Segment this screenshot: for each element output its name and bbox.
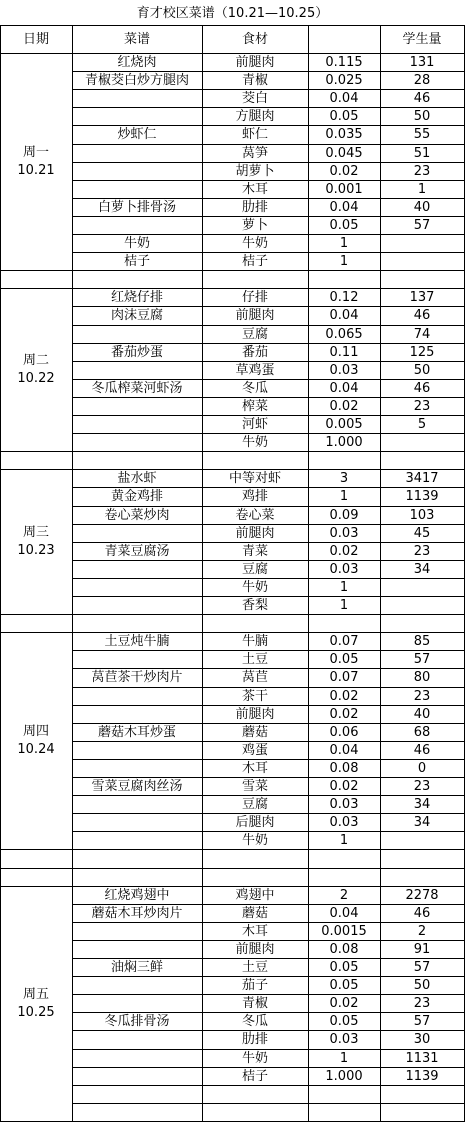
students-cell — [380, 452, 464, 469]
amount-cell: 0.005 — [325, 416, 363, 432]
dish-cell — [72, 326, 202, 343]
students-cell: 0 — [417, 760, 427, 776]
day-label — [0, 54, 72, 270]
students-cell: 57 — [413, 959, 431, 975]
dish-cell — [72, 362, 202, 379]
ingredient-cell: 前腿肉 — [235, 941, 275, 957]
amount-cell — [308, 452, 380, 469]
students-cell — [380, 869, 464, 886]
day-name: 周四 — [22, 724, 49, 739]
dish-cell — [72, 597, 202, 614]
ingredient-cell — [202, 869, 308, 886]
ingredient-cell: 虾仁 — [241, 127, 268, 142]
dish-cell — [72, 163, 202, 180]
ingredient-cell: 蘑菇 — [241, 724, 268, 740]
students-cell: 23 — [413, 163, 431, 179]
dish-cell — [72, 561, 202, 578]
amount-cell: 0.04 — [329, 199, 359, 215]
students-cell: 40 — [413, 706, 431, 722]
dish-cell: 青菜豆腐汤 — [104, 543, 170, 559]
students-cell: 23 — [413, 398, 431, 414]
dish-cell — [72, 760, 202, 777]
amount-cell: 0.02 — [329, 398, 359, 414]
dish-cell — [72, 579, 202, 596]
ingredient-cell: 中等对虾 — [228, 470, 281, 486]
dish-cell — [72, 814, 202, 831]
ingredient-cell: 土豆 — [241, 959, 268, 975]
day-label — [0, 289, 72, 451]
students-cell: 91 — [413, 941, 431, 957]
ingredient-cell: 香梨 — [241, 597, 268, 613]
dish-cell: 油焖三鲜 — [110, 959, 163, 975]
ingredient-cell: 草鸡蛋 — [235, 362, 275, 378]
ingredient-cell — [202, 850, 308, 868]
amount-cell: 0.03 — [329, 814, 359, 830]
ingredient-cell — [202, 1086, 308, 1103]
dish-cell — [72, 398, 202, 415]
ingredient-cell: 牛腩 — [241, 633, 268, 649]
amount-cell: 3 — [339, 470, 349, 486]
students-cell: 1139 — [405, 1068, 439, 1084]
students-cell — [380, 615, 464, 632]
ingredient-cell: 茄子 — [241, 977, 268, 993]
ingredient-cell: 牛奶 — [241, 434, 268, 450]
students-cell: 74 — [413, 326, 431, 342]
dish-cell — [72, 977, 202, 994]
amount-cell: 0.115 — [325, 54, 363, 70]
dish-cell — [72, 1050, 202, 1067]
dish-cell — [72, 995, 202, 1012]
amount-cell: 0.09 — [329, 507, 359, 523]
dish-cell: 红烧仔排 — [110, 289, 163, 305]
ingredient-cell — [202, 615, 308, 632]
students-cell: 1131 — [405, 1050, 439, 1066]
students-cell — [380, 1086, 464, 1103]
day-border — [0, 451, 72, 452]
day-date: 10.25 — [17, 1005, 55, 1020]
ingredient-cell — [202, 452, 308, 469]
ingredient-cell: 豆腐 — [241, 796, 268, 812]
students-cell: 68 — [413, 724, 431, 740]
students-cell: 30 — [413, 1032, 431, 1047]
dish-cell — [72, 108, 202, 125]
ingredient-cell: 冬瓜 — [241, 380, 268, 396]
dish-cell — [72, 271, 202, 288]
students-cell: 137 — [409, 289, 435, 305]
day-border — [0, 270, 72, 271]
ingredient-cell: 鸡蛋 — [241, 742, 268, 758]
day-name: 周三 — [22, 525, 49, 540]
amount-cell: 0.07 — [329, 633, 359, 649]
dish-cell: 红烧肉 — [117, 54, 157, 70]
students-cell: 103 — [409, 507, 435, 523]
amount-cell: 0.04 — [329, 742, 359, 758]
amount-cell — [308, 869, 380, 886]
amount-cell: 0.06 — [329, 724, 359, 740]
ingredient-cell: 牛奶 — [241, 832, 268, 848]
dish-cell: 雪菜豆腐肉丝汤 — [91, 778, 183, 794]
sheet-title: 育才校区菜谱（10.21—10.25） — [136, 6, 329, 21]
students-cell: 57 — [413, 1013, 431, 1029]
students-cell — [380, 253, 464, 270]
ingredient-cell: 蘑菇 — [241, 905, 268, 921]
students-cell: 5 — [417, 416, 427, 432]
students-cell: 2278 — [405, 887, 439, 903]
ingredient-cell: 莴笋 — [241, 145, 268, 161]
dish-cell — [72, 217, 202, 234]
students-cell: 50 — [413, 108, 431, 124]
ingredient-cell: 榨菜 — [241, 398, 268, 414]
dish-cell: 卷心菜炒肉 — [104, 507, 170, 523]
amount-cell: 0.03 — [329, 525, 359, 541]
dish-cell: 黄金鸡排 — [110, 489, 163, 504]
ingredient-cell: 木耳 — [241, 923, 268, 939]
ingredient-cell: 萝卜 — [241, 217, 268, 233]
amount-cell: 0.05 — [329, 1013, 359, 1029]
students-cell — [380, 1104, 464, 1121]
day-border — [0, 614, 72, 615]
amount-cell: 0.05 — [329, 651, 359, 667]
students-cell: 46 — [413, 90, 431, 106]
students-cell: 50 — [413, 362, 431, 378]
ingredient-cell: 豆腐 — [241, 561, 268, 577]
ingredient-cell: 河虾 — [241, 416, 268, 432]
students-cell: 125 — [409, 344, 435, 360]
dish-cell: 肉沫豆腐 — [110, 308, 163, 323]
day-border — [0, 1121, 72, 1122]
students-cell: 57 — [413, 217, 431, 233]
header-date: 日期 — [22, 31, 49, 47]
dish-cell — [72, 90, 202, 107]
amount-cell — [308, 271, 380, 288]
dish-cell: 炒虾仁 — [117, 127, 157, 142]
amount-cell: 0.05 — [329, 959, 359, 975]
amount-cell: 0.001 — [325, 181, 363, 197]
dish-cell: 蘑菇木耳炒蛋 — [97, 724, 176, 740]
amount-cell: 1.000 — [325, 434, 363, 450]
dish-cell — [72, 1031, 202, 1049]
ingredient-cell: 鸡翅中 — [235, 887, 275, 903]
amount-cell: 0.11 — [329, 344, 359, 360]
ingredient-cell: 方腿肉 — [235, 108, 275, 124]
day-name: 周二 — [22, 353, 49, 368]
dish-cell — [72, 742, 202, 759]
amount-cell — [308, 850, 380, 868]
dish-cell — [72, 869, 202, 886]
dish-cell: 牛奶 — [123, 235, 150, 251]
ingredient-cell: 前腿肉 — [235, 308, 275, 323]
dish-cell — [72, 1068, 202, 1085]
students-cell: 85 — [413, 633, 431, 649]
students-cell — [380, 832, 464, 849]
amount-cell — [308, 1104, 380, 1121]
amount-cell: 0.02 — [329, 778, 359, 794]
dish-cell: 番茄炒蛋 — [110, 344, 163, 360]
students-cell: 46 — [413, 905, 431, 921]
students-cell: 46 — [413, 308, 431, 323]
dish-cell — [72, 651, 202, 668]
header-dish: 菜谱 — [123, 31, 150, 47]
header-amount — [308, 26, 380, 53]
amount-cell: 0.03 — [329, 796, 359, 812]
day-name: 周一 — [22, 145, 49, 160]
dish-cell — [72, 941, 202, 958]
dish-cell — [72, 145, 202, 162]
amount-cell: 0.02 — [329, 706, 359, 722]
day-date: 10.21 — [17, 163, 55, 178]
amount-cell: 0.05 — [329, 217, 359, 233]
amount-cell: 1 — [339, 253, 349, 269]
day-date: 10.23 — [17, 543, 55, 558]
ingredient-cell: 莴苣 — [241, 670, 268, 685]
dish-cell: 蘑菇木耳炒肉片 — [91, 905, 183, 921]
students-cell: 28 — [413, 72, 431, 88]
amount-cell: 0.02 — [329, 163, 359, 179]
amount-cell: 1.000 — [325, 1068, 363, 1084]
ingredient-cell: 仔排 — [241, 289, 268, 305]
dish-cell — [72, 434, 202, 451]
ingredient-cell: 青椒 — [241, 995, 268, 1011]
dish-cell — [72, 181, 202, 198]
day-date: 10.22 — [17, 371, 55, 386]
ingredient-cell: 豆腐 — [241, 326, 268, 342]
ingredient-cell: 后腿肉 — [235, 814, 275, 830]
ingredient-cell: 茶干 — [241, 688, 268, 704]
ingredient-cell: 冬瓜 — [241, 1013, 268, 1029]
ingredient-cell: 雪菜 — [241, 778, 268, 794]
ingredient-cell: 前腿肉 — [235, 54, 275, 70]
day-date: 10.24 — [17, 742, 55, 757]
ingredient-cell — [202, 271, 308, 288]
dish-cell: 红烧鸡翅中 — [104, 887, 170, 903]
ingredient-cell: 木耳 — [241, 181, 268, 197]
ingredient-cell: 肋排 — [241, 199, 268, 215]
dish-cell: 莴苣茶干炒肉片 — [91, 670, 183, 685]
students-cell: 40 — [413, 199, 431, 215]
students-cell — [380, 597, 464, 614]
students-cell: 1 — [417, 181, 427, 197]
amount-cell: 1 — [339, 235, 349, 251]
amount-cell: 0.04 — [329, 380, 359, 396]
amount-cell — [308, 1086, 380, 1103]
dish-cell — [72, 923, 202, 940]
dish-cell — [72, 688, 202, 705]
dish-cell — [72, 615, 202, 632]
amount-cell: 0.05 — [329, 977, 359, 993]
amount-cell: 0.04 — [329, 90, 359, 106]
students-cell: 80 — [413, 670, 431, 685]
dish-cell: 盐水虾 — [117, 470, 157, 486]
ingredient-cell: 肋排 — [241, 1032, 268, 1047]
students-cell: 3417 — [405, 470, 439, 486]
dish-cell — [72, 796, 202, 813]
students-cell: 23 — [413, 543, 431, 559]
amount-cell: 0.0015 — [321, 923, 367, 939]
dish-cell: 冬瓜排骨汤 — [104, 1013, 170, 1029]
ingredient-cell: 桔子 — [241, 1068, 268, 1084]
students-cell: 51 — [413, 145, 431, 161]
amount-cell — [308, 615, 380, 632]
dish-cell — [72, 1104, 202, 1121]
day-label — [0, 633, 72, 849]
students-cell — [380, 850, 464, 868]
students-cell: 34 — [413, 561, 431, 577]
amount-cell: 1 — [339, 597, 349, 613]
amount-cell: 0.03 — [329, 362, 359, 378]
ingredient-cell: 茭白 — [241, 90, 268, 106]
students-cell: 46 — [413, 380, 431, 396]
ingredient-cell: 木耳 — [241, 760, 268, 776]
amount-cell: 0.03 — [329, 561, 359, 577]
students-cell — [380, 434, 464, 451]
ingredient-cell: 前腿肉 — [235, 525, 275, 541]
dish-cell — [72, 525, 202, 542]
students-cell — [380, 235, 464, 252]
ingredient-cell: 鸡排 — [241, 489, 268, 504]
dish-cell — [72, 706, 202, 723]
students-cell: 23 — [413, 778, 431, 794]
amount-cell: 1 — [339, 489, 349, 504]
amount-cell: 1 — [339, 579, 349, 595]
students-cell — [380, 579, 464, 596]
amount-cell: 0.02 — [329, 995, 359, 1011]
day-border — [0, 849, 72, 850]
students-cell: 46 — [413, 742, 431, 758]
amount-cell: 1 — [339, 1050, 349, 1066]
amount-cell: 0.08 — [329, 941, 359, 957]
ingredient-cell: 青菜 — [241, 543, 268, 559]
amount-cell: 0.025 — [325, 72, 363, 88]
ingredient-cell: 牛奶 — [241, 579, 268, 595]
day-label — [0, 470, 72, 614]
dish-cell: 冬瓜榨菜河虾汤 — [91, 380, 183, 396]
students-cell: 34 — [413, 796, 431, 812]
ingredient-cell: 牛奶 — [241, 235, 268, 251]
students-cell: 23 — [413, 995, 431, 1011]
students-cell: 131 — [409, 54, 435, 70]
amount-cell: 0.03 — [329, 1032, 359, 1047]
header-students: 学生量 — [402, 31, 442, 47]
amount-cell: 1 — [339, 832, 349, 848]
dish-cell — [72, 850, 202, 868]
ingredient-cell: 前腿肉 — [235, 706, 275, 722]
dish-cell: 桔子 — [123, 253, 150, 269]
students-cell: 45 — [413, 525, 431, 541]
amount-cell: 0.12 — [329, 289, 359, 305]
amount-cell: 0.04 — [329, 905, 359, 921]
day-label — [0, 887, 72, 1121]
amount-cell: 0.045 — [325, 145, 363, 161]
amount-cell: 0.065 — [325, 326, 363, 342]
ingredient-cell: 土豆 — [241, 651, 268, 667]
ingredient-cell: 番茄 — [241, 344, 268, 360]
ingredient-cell: 牛奶 — [241, 1050, 268, 1066]
dish-cell: 土豆炖牛腩 — [104, 633, 170, 649]
amount-cell: 0.02 — [329, 688, 359, 704]
students-cell — [380, 271, 464, 288]
students-cell: 2 — [417, 923, 427, 939]
ingredient-cell: 青椒 — [241, 72, 268, 88]
amount-cell: 0.035 — [325, 127, 363, 142]
students-cell: 57 — [413, 651, 431, 667]
dish-cell — [72, 452, 202, 469]
dish-cell — [72, 1086, 202, 1103]
amount-cell: 0.02 — [329, 543, 359, 559]
students-cell: 55 — [413, 127, 431, 142]
dish-cell — [72, 416, 202, 433]
day-name: 周五 — [22, 987, 49, 1002]
dish-cell: 白萝卜排骨汤 — [97, 199, 176, 215]
students-cell: 23 — [413, 688, 431, 704]
amount-cell: 2 — [339, 887, 349, 903]
amount-cell: 0.07 — [329, 670, 359, 685]
amount-cell: 0.04 — [329, 308, 359, 323]
students-cell: 34 — [413, 814, 431, 830]
amount-cell: 0.05 — [329, 108, 359, 124]
header-ingredient: 食材 — [241, 31, 268, 47]
dish-cell: 青椒茭白炒方腿肉 — [84, 72, 189, 88]
students-cell: 1139 — [405, 489, 439, 504]
ingredient-cell: 卷心菜 — [235, 507, 275, 523]
ingredient-cell — [202, 1104, 308, 1121]
ingredient-cell: 胡萝卜 — [235, 163, 275, 179]
amount-cell: 0.08 — [329, 760, 359, 776]
students-cell: 50 — [413, 977, 431, 993]
dish-cell — [72, 832, 202, 849]
ingredient-cell: 桔子 — [241, 253, 268, 269]
